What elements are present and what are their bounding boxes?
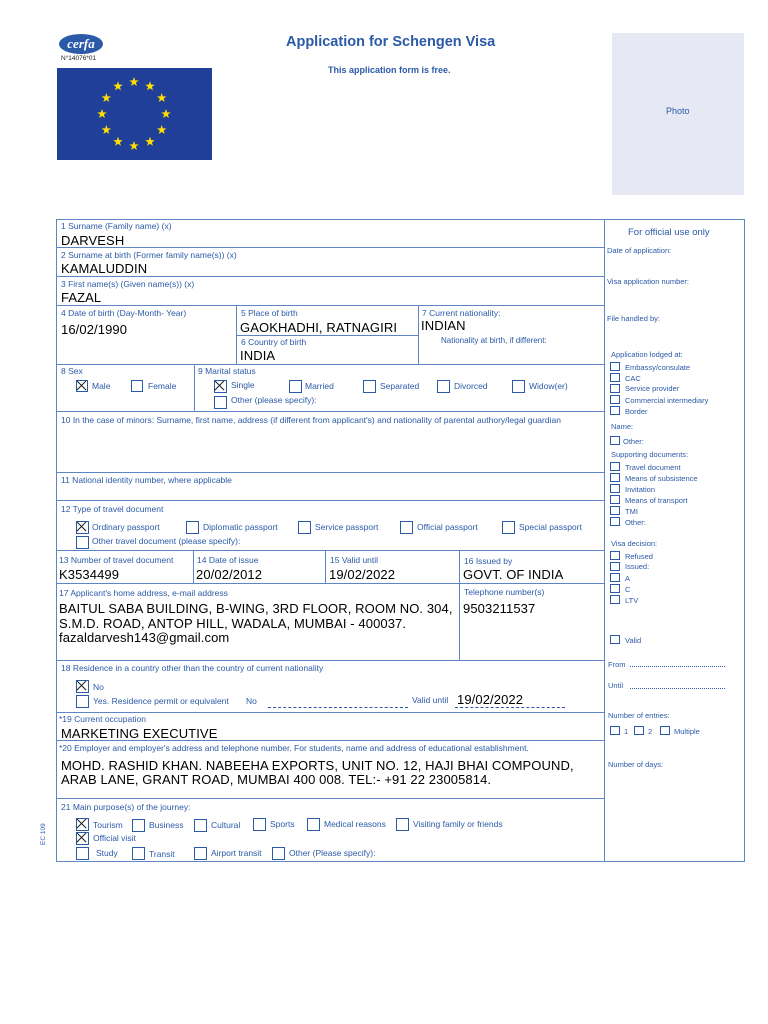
official-date-label: Date of application: bbox=[607, 246, 672, 255]
marital-separated-label: Separated bbox=[380, 381, 420, 391]
purpose-transit-label: Transit bbox=[149, 849, 175, 859]
form-number: N°14076*01 bbox=[61, 55, 97, 62]
official-from-label: From bbox=[608, 660, 626, 669]
purpose-business-checkbox[interactable] bbox=[132, 819, 145, 832]
residence-yes-checkbox[interactable] bbox=[76, 695, 89, 708]
residence-yes-label: Yes. Residence permit or equivalent bbox=[93, 696, 229, 706]
nationality-label: 7 Current nationality: bbox=[422, 308, 501, 318]
date-of-issue-label: 14 Date of issue bbox=[197, 555, 259, 565]
entries-1-label: 1 bbox=[624, 727, 629, 736]
decision-refused-label: Refused bbox=[625, 552, 653, 561]
sex-female-checkbox[interactable] bbox=[131, 380, 143, 392]
purpose-tourism-checkbox[interactable] bbox=[76, 818, 89, 831]
decision-valid-label: Valid bbox=[625, 636, 642, 645]
residence-no-checkbox[interactable] bbox=[76, 680, 89, 693]
employer-line2[interactable]: ARAB LANE, GRANT ROAD, MUMBAI 400 008. TEL:- +91 22 23005814. bbox=[61, 772, 492, 787]
minors-guardian-label: 10 In the case of minors: Surname, first name, address (if different from applicant's) and nationality of parental authory/legal guardian bbox=[61, 415, 561, 425]
decision-a-label: A bbox=[625, 574, 631, 583]
lodged-cac-label: CAC bbox=[625, 374, 641, 383]
first-name-value[interactable]: FAZAL bbox=[61, 290, 102, 305]
country-of-birth-value[interactable]: INDIA bbox=[240, 348, 276, 363]
page-title: Application for Schengen Visa bbox=[286, 34, 496, 50]
residence-permit-value[interactable]: No bbox=[246, 696, 257, 706]
support-subsistence-checkbox[interactable] bbox=[610, 473, 620, 482]
nationality-at-birth-label: Nationality at birth, if different: bbox=[441, 336, 547, 345]
purpose-label: 21 Main purpose(s) of the journey: bbox=[61, 802, 191, 812]
decision-c-label: C bbox=[625, 585, 631, 594]
travel-doc-other-checkbox[interactable] bbox=[76, 536, 89, 549]
eu-star-icon bbox=[129, 141, 139, 150]
residence-no-label: No bbox=[93, 682, 104, 692]
lodged-service-checkbox[interactable] bbox=[610, 384, 620, 393]
official-lodged-label: Application lodged at: bbox=[611, 350, 683, 359]
sex-label: 8 Sex bbox=[61, 366, 83, 376]
country-of-birth-label: 6 Country of birth bbox=[241, 337, 307, 347]
purpose-visiting-label: Visiting family or friends bbox=[413, 819, 503, 829]
eu-star-icon bbox=[113, 137, 123, 146]
cerfa-logo bbox=[58, 33, 104, 55]
support-other-checkbox[interactable] bbox=[610, 517, 620, 526]
decision-refused-checkbox[interactable] bbox=[610, 551, 620, 560]
svg-text:cerfa: cerfa bbox=[67, 36, 95, 51]
marital-married-label: Married bbox=[305, 381, 334, 391]
eu-flag bbox=[57, 68, 212, 160]
purpose-tourism-label: Tourism bbox=[93, 820, 123, 830]
purpose-sports-checkbox[interactable] bbox=[253, 818, 266, 831]
support-subsistence-label: Means of subsistence bbox=[625, 474, 698, 483]
marital-widow-checkbox[interactable] bbox=[512, 380, 525, 393]
dob-label: 4 Date of birth (Day-Month- Year) bbox=[61, 308, 187, 318]
place-of-birth-label: 5 Place of birth bbox=[241, 308, 298, 318]
dob-value[interactable]: 16/02/1990 bbox=[61, 322, 128, 337]
telephone-label: Telephone number(s) bbox=[464, 587, 545, 597]
purpose-other-label: Other (Please specify): bbox=[289, 848, 376, 858]
surname-label: 1 Surname (Family name) (x) bbox=[61, 221, 172, 231]
surname-value[interactable]: DARVESH bbox=[61, 233, 125, 248]
official-use-title: For official use only bbox=[628, 227, 710, 238]
purpose-sports-label: Sports bbox=[270, 819, 295, 829]
decision-valid-checkbox[interactable] bbox=[610, 635, 620, 644]
sex-female-label: Female bbox=[148, 381, 177, 391]
num-days-label: Number of days: bbox=[608, 760, 664, 769]
entries-multiple-label: Multiple bbox=[674, 727, 700, 736]
purpose-visiting-checkbox[interactable] bbox=[396, 818, 409, 831]
lodged-commercial-checkbox[interactable] bbox=[610, 395, 620, 404]
purpose-official-checkbox[interactable] bbox=[76, 832, 89, 845]
surname-at-birth-value[interactable]: KAMALUDDIN bbox=[61, 261, 148, 276]
decision-c-checkbox[interactable] bbox=[610, 584, 620, 593]
eu-star-icon bbox=[113, 81, 123, 90]
eu-star-icon bbox=[102, 93, 112, 102]
official-file-handled-label: File handled by: bbox=[607, 314, 660, 323]
issued-by-label: 16 Issued by bbox=[464, 556, 513, 566]
eu-star-icon bbox=[157, 125, 167, 134]
telephone-value[interactable]: 9503211537 bbox=[463, 601, 536, 616]
official-name-label: Name: bbox=[611, 422, 634, 431]
support-invitation-label: Invitation bbox=[625, 485, 656, 494]
entries-1-checkbox[interactable] bbox=[610, 726, 620, 735]
travel-doc-number-label: 13 Number of travel document bbox=[59, 555, 174, 565]
national-id-label: 11 National identity number, where applicable bbox=[61, 475, 232, 485]
purpose-business-label: Business bbox=[149, 820, 184, 830]
lodged-border-checkbox[interactable] bbox=[610, 406, 620, 415]
marital-status-label: 9 Marital status bbox=[198, 366, 256, 376]
marital-other-label: Other (please specify): bbox=[231, 395, 317, 405]
decision-issued-checkbox[interactable] bbox=[610, 562, 620, 571]
place-of-birth-value[interactable]: GAOKHADHI, RATNAGIRI bbox=[240, 320, 398, 335]
travel-doc-type-label: 12 Type of travel document bbox=[61, 504, 164, 514]
travel-doc-official-label: Official passport bbox=[417, 522, 478, 532]
sex-male-checkbox[interactable] bbox=[76, 380, 88, 392]
travel-doc-official-checkbox[interactable] bbox=[400, 521, 413, 534]
lodged-border-label: Border bbox=[625, 407, 648, 416]
purpose-transit-checkbox[interactable] bbox=[132, 847, 145, 860]
eu-star-icon bbox=[97, 109, 107, 118]
purpose-cultural-label: Cultural bbox=[211, 820, 241, 830]
date-of-issue-value[interactable]: 20/02/2012 bbox=[196, 567, 263, 582]
support-invitation-checkbox[interactable] bbox=[610, 484, 620, 493]
entries-2-label: 2 bbox=[648, 727, 653, 736]
valid-until-value[interactable]: 19/02/2022 bbox=[329, 567, 396, 582]
residence-valid-until-value[interactable]: 19/02/2022 bbox=[457, 692, 524, 707]
page-subtitle: This application form is free. bbox=[328, 65, 451, 75]
eu-star-icon bbox=[161, 109, 171, 118]
num-entries-label: Number of entries: bbox=[608, 711, 670, 720]
occupation-value[interactable]: MARKETING EXECUTIVE bbox=[61, 726, 218, 741]
email-value[interactable]: fazaldarvesh143@gmail.com bbox=[59, 630, 230, 645]
eu-star-icon bbox=[129, 77, 139, 86]
purpose-cultural-checkbox[interactable] bbox=[194, 819, 207, 832]
lodged-commercial-label: Commercial intermediary bbox=[625, 396, 709, 405]
purpose-other-checkbox[interactable] bbox=[272, 847, 285, 860]
travel-doc-service-checkbox[interactable] bbox=[298, 521, 311, 534]
decision-a-checkbox[interactable] bbox=[610, 573, 620, 582]
travel-doc-diplomatic-checkbox[interactable] bbox=[186, 521, 199, 534]
lodged-embassy-checkbox[interactable] bbox=[610, 362, 620, 371]
marital-divorced-checkbox[interactable] bbox=[437, 380, 450, 393]
travel-doc-special-label: Special passport bbox=[519, 522, 582, 532]
lodged-service-label: Service provider bbox=[625, 384, 680, 393]
residence-valid-until-label: Valid until bbox=[412, 695, 449, 705]
official-visa-number-label: Visa application number: bbox=[607, 277, 689, 286]
first-name-label: 3 First name(s) (Given name(s)) (x) bbox=[61, 279, 195, 289]
support-tmi-checkbox[interactable] bbox=[610, 506, 620, 515]
purpose-study-label: Study bbox=[96, 848, 118, 858]
marital-widow-label: Widow(er) bbox=[529, 381, 568, 391]
side-code: EC 109 bbox=[40, 823, 47, 845]
marital-separated-checkbox[interactable] bbox=[363, 380, 376, 393]
travel-doc-number-value[interactable]: K3534499 bbox=[59, 567, 120, 582]
occupation-label: *19 Current occupation bbox=[59, 714, 146, 724]
travel-doc-ordinary-checkbox[interactable] bbox=[76, 521, 89, 534]
eu-star-icon bbox=[145, 81, 155, 90]
valid-until-label: 15 Valid until bbox=[330, 555, 379, 565]
visa-decision-label: Visa decision: bbox=[611, 539, 658, 548]
support-travel-label: Travel document bbox=[625, 463, 681, 472]
marital-married-checkbox[interactable] bbox=[289, 380, 302, 393]
lodged-embassy-label: Embassy/consulate bbox=[625, 363, 691, 372]
photo-box[interactable] bbox=[612, 33, 744, 195]
support-tmi-label: TMI bbox=[625, 507, 638, 516]
purpose-medical-label: Medical reasons bbox=[324, 819, 386, 829]
supporting-docs-label: Supporting documents: bbox=[611, 450, 689, 459]
official-until-label: Until bbox=[608, 681, 624, 690]
nationality-value[interactable]: INDIAN bbox=[421, 318, 466, 333]
support-other-label: Other: bbox=[625, 518, 646, 527]
purpose-study-checkbox[interactable] bbox=[76, 847, 89, 860]
purpose-airport-label: Airport transit bbox=[211, 848, 262, 858]
support-transport-checkbox[interactable] bbox=[610, 495, 620, 504]
sex-male-label: Male bbox=[92, 381, 111, 391]
travel-doc-special-checkbox[interactable] bbox=[502, 521, 515, 534]
entries-multiple-checkbox[interactable] bbox=[660, 726, 670, 735]
official-other-checkbox[interactable] bbox=[610, 436, 620, 445]
surname-at-birth-label: 2 Surname at birth (Former family name(s)) (x) bbox=[61, 250, 237, 260]
employer-line1[interactable]: MOHD. RASHID KHAN. NABEEHA EXPORTS, UNIT NO. 12, HAJI BHAI COMPOUND, bbox=[61, 758, 574, 773]
decision-ltv-checkbox[interactable] bbox=[610, 595, 620, 604]
marital-single-checkbox[interactable] bbox=[214, 380, 227, 393]
decision-issued-label: Issued: bbox=[625, 562, 650, 571]
decision-ltv-label: LTV bbox=[625, 596, 639, 605]
residence-label: 18 Residence in a country other than the country of current nationality bbox=[61, 663, 324, 673]
support-travel-checkbox[interactable] bbox=[610, 462, 620, 471]
purpose-medical-checkbox[interactable] bbox=[307, 818, 320, 831]
marital-single-label: Single bbox=[231, 380, 255, 390]
marital-other-checkbox[interactable] bbox=[214, 396, 227, 409]
purpose-airport-checkbox[interactable] bbox=[194, 847, 207, 860]
travel-doc-service-label: Service passport bbox=[315, 522, 379, 532]
home-address-line1[interactable]: BAITUL SABA BUILDING, B-WING, 3RD FLOOR, ROOM NO. 304, bbox=[59, 601, 453, 616]
issued-by-value[interactable]: GOVT. OF INDIA bbox=[463, 567, 564, 582]
eu-star-icon bbox=[102, 125, 112, 134]
home-address-line2[interactable]: S.M.D. ROAD, ANTOP HILL, WADALA, MUMBAI - 400037. bbox=[59, 616, 407, 631]
eu-star-icon bbox=[145, 137, 155, 146]
travel-doc-ordinary-label: Ordinary passport bbox=[92, 522, 160, 532]
travel-doc-diplomatic-label: Diplomatic passport bbox=[203, 522, 278, 532]
lodged-cac-checkbox[interactable] bbox=[610, 373, 620, 382]
marital-divorced-label: Divorced bbox=[454, 381, 488, 391]
home-address-label: 17 Applicant's home address, e-mail address bbox=[59, 588, 228, 598]
support-transport-label: Means of transport bbox=[625, 496, 688, 505]
photo-label: Photo bbox=[666, 106, 690, 116]
employer-label: *20 Employer and employer's address and telephone number. For students, name and address of educational establishment. bbox=[59, 743, 529, 753]
purpose-official-label: Official visit bbox=[93, 833, 136, 843]
travel-doc-other-label: Other travel document (please specify): bbox=[92, 536, 241, 546]
eu-star-icon bbox=[157, 93, 167, 102]
official-other-label: Other: bbox=[623, 437, 644, 446]
entries-2-checkbox[interactable] bbox=[634, 726, 644, 735]
